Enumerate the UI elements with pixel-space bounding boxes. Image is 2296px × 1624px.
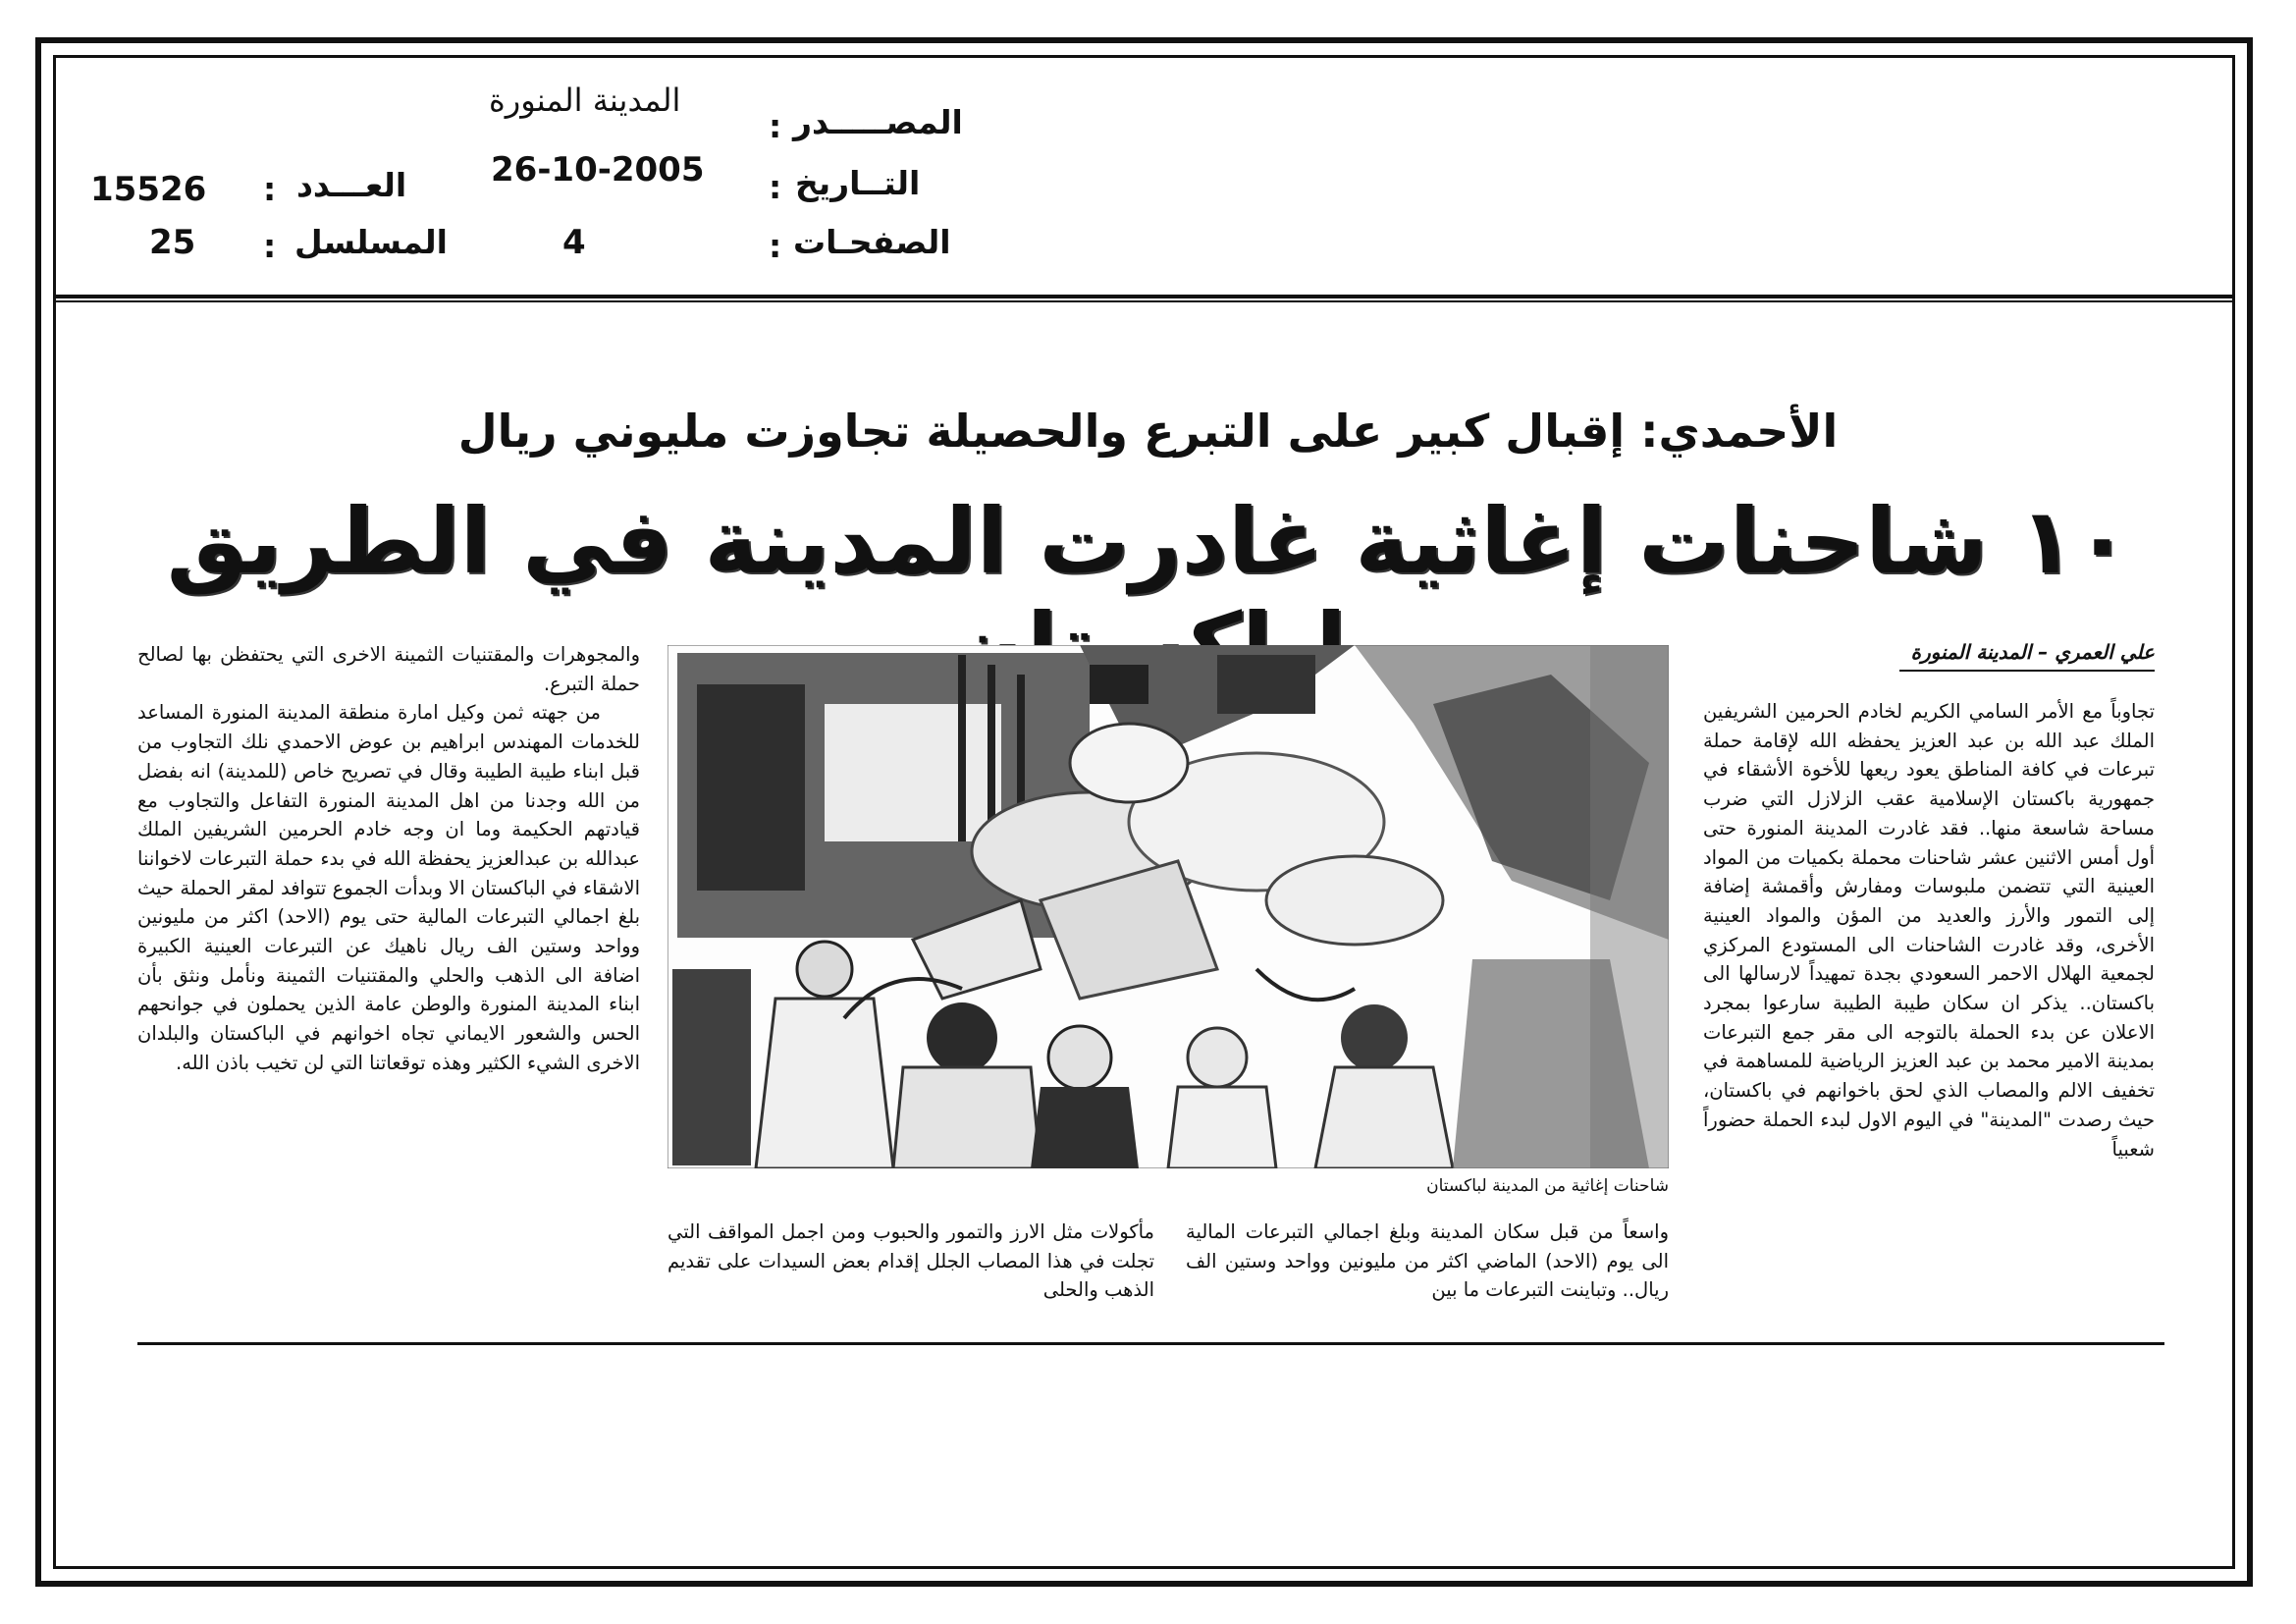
column-mid-right — [1186, 1218, 1669, 1305]
date-colon: : — [769, 168, 782, 206]
date-label: التــاريخ — [795, 164, 921, 202]
serial-label: المسلسل — [294, 223, 448, 261]
article-subtitle: الأحمدي: إقبال كبير على التبرع والحصيلة تجاوزت مليوني ريال — [457, 405, 1839, 458]
column-mid-left — [667, 1218, 1154, 1305]
paragraph: واسعاً من قبل سكان المدينة وبلغ اجمالي التبرعات المالية الى يوم (الاحد) الماضي اكثر من مليونين وواحد وستين الف ريال.. وتباينت التبرعات ما بين — [1186, 1220, 1669, 1302]
header-divider — [53, 295, 2235, 302]
byline: علي العمري – المدينة المنورة — [1899, 640, 2155, 672]
serial-value: 25 — [149, 223, 196, 262]
pages-value: 4 — [562, 223, 586, 262]
pages-label: الصفحـات — [793, 223, 951, 261]
source-label: المصـــــدر — [793, 103, 963, 141]
photo-caption: شاحنات إغاثية من المدينة لباكستان — [1426, 1176, 1669, 1196]
paragraph: من جهته ثمن وكيل امارة منطقة المدينة المنورة المساعد للخدمات المهندس ابراهيم بن عوض الاحمدي نلك التجاوب من قبل ابناء طيبة الطيبة وقال في تصريح خاص (للمدينة) انه بفضل من الله وجدنا من اهل المدينة المنورة التفاعل والتجاوب مع قيادتهم الحكيمة وما ان وجه خادم الحرمين الشريفين الملك عبدالله بن عبدالعزيز يحفظة الله في بدء حملة التبرعات لاخواننا الاشقاء في الباكستان الا وبدأت الجموع تتوافد لمقر الحملة حيث بلغ اجمالي التبرعات المالية حتى يوم (الاحد) اكثر من مليونين وواحد وستين الف ريال ناهيك عن التبرعات العينية الكبيرة اضافة الى الذهب والحلي والمقتنيات الثمينة ونأمل ونثق بأن ابناء المدينة المنورة والوطن عامة الذين يحملون في جوانحهم الحس والشعور الايماني تجاه اخوانهم في الباكستان والبلدان الاخرى الشيء الكثير وهذه توقعاتنا التي لن تخيب باذن الله. — [137, 701, 640, 1074]
source-value: المدينة المنورة — [489, 81, 681, 119]
article-headline: ١٠ شاحنات إغاثية غادرت المدينة في الطريق — [166, 489, 2130, 594]
issue-colon: : — [263, 170, 277, 208]
column-right — [1703, 697, 2155, 1164]
paragraph: والمجوهرات والمقتنيات الثمينة الاخرى التي يحتفظن بها لصالح حملة التبرع. — [137, 643, 640, 695]
source-colon: : — [769, 107, 782, 145]
bottom-divider — [137, 1342, 2164, 1345]
news-photo — [667, 645, 1669, 1168]
date-value: 26-10-2005 — [491, 150, 705, 189]
issue-value: 15526 — [90, 170, 207, 209]
photo-image — [667, 645, 1669, 1168]
paragraph: مأكولات مثل الارز والتمور والحبوب ومن اجمل المواقف التي تجلت في هذا المصاب الجلل إقدام بعض السيدات على تقديم الذهب والحلى — [667, 1220, 1154, 1302]
issue-label: العـــدد — [296, 166, 407, 204]
serial-colon: : — [263, 227, 277, 265]
paragraph: تجاوباً مع الأمر السامي الكريم لخادم الحرمين الشريفين الملك عبد الله بن عبد العزيز يحفظه الله لإقامة حملة تبرعات في كافة المناطق يعود ريعها للأخوة الأشقاء في جمهورية باكستان الإسلامية عقب الزلازل التي ضرب مساحة شاسعة منها.. فقد غادرت المدينة المنورة حتى أول أمس الاثنين عشر شاحنات محملة بكميات من المواد العينية التي تتضمن ملبوسات ومفارش وأقمشة إضافة إلى التمور والأرز والعديد من المؤن والمواد العينية الأخرى، وقد غادرت الشاحنات الى المستودع المركزي لجمعية الهلال الاحمر السعودي بجدة تمهيداً لارسالها الى باكستان.. يذكر ان سكان طيبة الطيبة سارعوا بمجرد الاعلان عن بدء الحملة بالتوجه الى مقر جمع التبرعات بمدينة الامير محمد بن عبد العزيز الرياضية للمساهمة في تخفيف الالم والمصاب الذي لحق باخوانهم في باكستان، حيث رصدت "المدينة" في اليوم الاول لبدء الحملة حضوراً شعبياً — [1703, 700, 2155, 1161]
column-left — [137, 640, 640, 1078]
pages-colon: : — [769, 227, 782, 265]
